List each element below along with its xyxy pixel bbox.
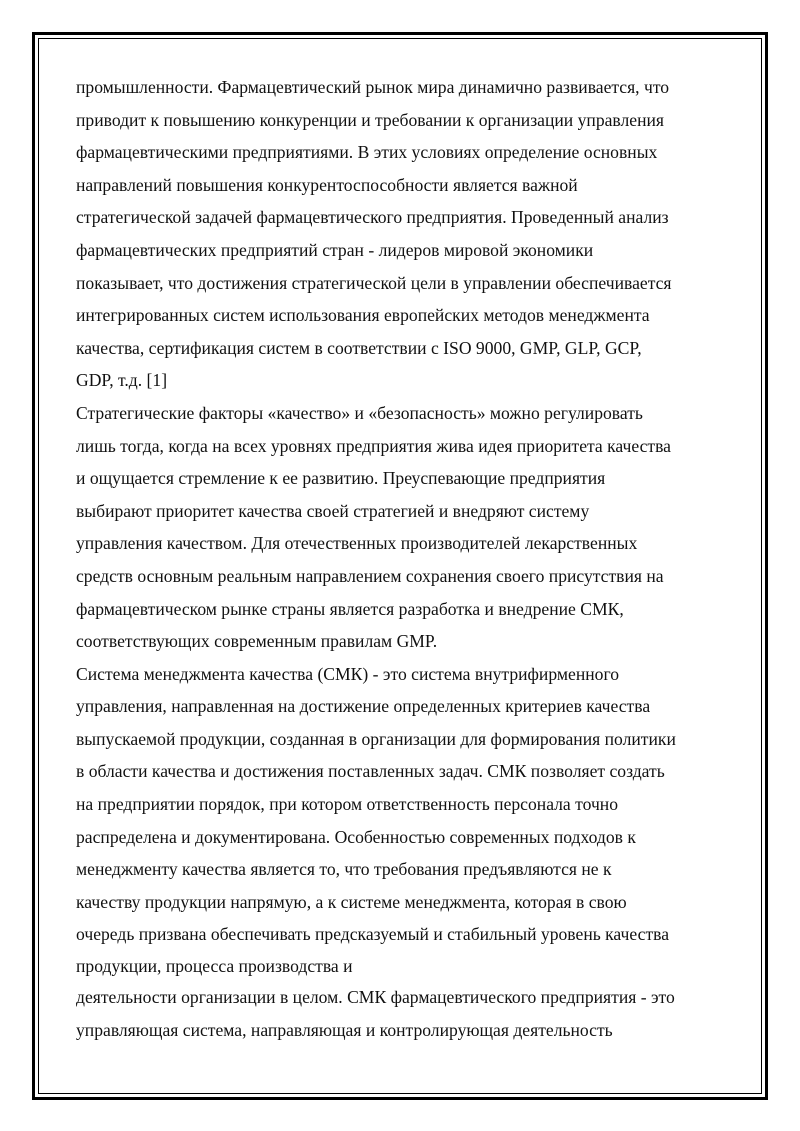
- text-line: направлений повышения конкурентоспособности является важной: [76, 174, 578, 195]
- text-line: показывает, что достижения стратегической цели в управлении обеспечивается: [76, 272, 672, 293]
- text-line: стратегической задачей фармацевтического предприятия. Проведенный анализ: [76, 207, 669, 228]
- text-line: выбирают приоритет качества своей стратегией и внедряют систему: [76, 500, 590, 521]
- text-line: в области качества и достижения поставленных задач. СМК позволяет создать: [76, 761, 665, 782]
- text-line: промышленности. Фармацевтический рынок мира динамично развивается, что: [76, 77, 670, 97]
- text-line: управляющая система, направляющая и контролирующая деятельность: [76, 1019, 613, 1040]
- text-line: деятельности организации в целом. СМК фармацевтического предприятия - это: [76, 987, 675, 1008]
- text-line: соответствующих современным правилам GMP.: [76, 631, 438, 652]
- text-line: Стратегические факторы «качество» и «безопасность» можно регулировать: [76, 402, 643, 423]
- text-line: приводит к повышению конкуренции и требовании к организации управления: [76, 109, 665, 130]
- text-line: управления качеством. Для отечественных производителей лекарственных: [76, 533, 638, 554]
- text-line: менеджменту качества является то, что требования предъявляются не к: [76, 859, 612, 880]
- text-line: на предприятии порядок, при котором ответственность персонала точно: [76, 794, 619, 815]
- text-line: лишь тогда, когда на всех уровнях предприятия жива идея приоритета качества: [76, 435, 671, 456]
- text-line: продукции, процесса производства и: [76, 956, 353, 977]
- document-body: [76, 71, 736, 1046]
- text-line: распределена и документирована. Особенностью современных подходов к: [76, 826, 636, 847]
- text-line: фармацевтическом рынке страны является разработка и внедрение СМК,: [76, 598, 624, 619]
- text-line: и ощущается стремление к ее развитию. Преуспевающие предприятия: [76, 468, 606, 489]
- text-line: управления, направленная на достижение определенных критериев качества: [76, 696, 651, 717]
- text-line: очередь призвана обеспечивать предсказуемый и стабильный уровень качества: [76, 924, 670, 945]
- text-line: качеству продукции напрямую, а к системе менеджмента, которая в свою: [76, 891, 627, 912]
- text-line: средств основным реальным направлением сохранения своего присутствия на: [76, 565, 664, 586]
- text-line: фармацевтическими предприятиями. В этих условиях определение основных: [76, 142, 658, 163]
- text-line: Система менеджмента качества (СМК) - это система внутрифирменного: [76, 663, 620, 684]
- text-line: фармацевтических предприятий стран - лидеров мировой экономики: [76, 239, 594, 260]
- text-line: GDP, т.д. [1]: [76, 370, 168, 391]
- text-line: выпускаемой продукции, созданная в организации для формирования политики: [76, 728, 676, 749]
- text-line: интегрированных систем использования европейских методов менеджмента: [76, 305, 650, 326]
- text-line: качества, сертификация систем в соответствии с ISO 9000, GMP, GLP, GCP,: [76, 337, 642, 358]
